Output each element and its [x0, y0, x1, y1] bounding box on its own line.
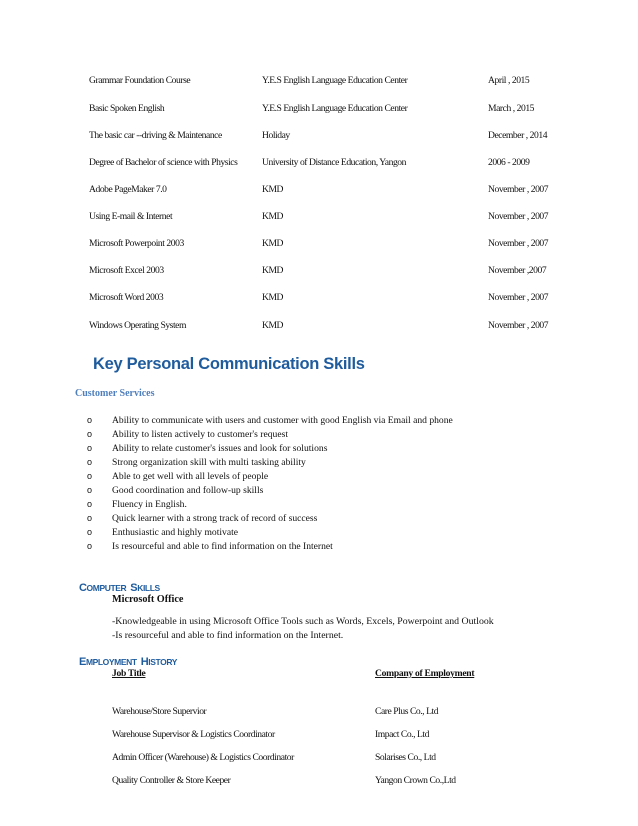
institution-name: Holiday: [262, 130, 290, 141]
company-name: Yangon Crown Co.,Ltd: [375, 775, 456, 786]
list-item: [0, 415, 638, 429]
computer-skills-heading: COMPUTER SKILLS: [79, 582, 160, 594]
institution-name: KMD: [262, 292, 284, 303]
communication-skills-heading: Key Personal Communication Skills: [93, 355, 365, 373]
list-item-text: Quick learner with a strong track of record of success: [112, 513, 318, 524]
course-date: November ,2007: [488, 265, 547, 276]
course-name: Grammar Foundation Course: [89, 75, 191, 86]
job-title-column-header: Job Title: [112, 668, 146, 679]
course-name: Microsoft Powerpoint 2003: [89, 238, 184, 249]
list-item: [0, 443, 638, 457]
list-item-text: Able to get well with all levels of people: [112, 471, 269, 482]
list-item-text: Good coordination and follow-up skills: [112, 485, 264, 496]
list-item-text: Ability to communicate with users and customer with good English via Email and phone: [112, 415, 453, 426]
institution-name: KMD: [262, 238, 284, 249]
list-item: [0, 499, 638, 513]
training-row: [0, 265, 638, 281]
institution-name: KMD: [262, 184, 284, 195]
bullet-marker: o: [87, 485, 93, 495]
company-name: Impact Co., Ltd: [375, 729, 429, 740]
bullet-marker: o: [87, 443, 93, 453]
bullet-marker: o: [87, 499, 93, 509]
bullet-marker: o: [87, 541, 93, 551]
list-item-text: Is resourceful and able to find information on the Internet: [112, 541, 333, 552]
course-date: November , 2007: [488, 320, 549, 331]
list-item: [0, 513, 638, 527]
table-row: [0, 706, 638, 722]
course-date: 2006 - 2009: [488, 157, 530, 168]
job-title: Warehouse/Store Supervior: [112, 706, 207, 717]
table-row: [0, 729, 638, 745]
course-name: Using E-mail & Internet: [89, 211, 173, 222]
institution-name: KMD: [262, 320, 284, 331]
job-title: Warehouse Supervisor & Logistics Coordinator: [112, 729, 275, 740]
list-item-text: Fluency in English.: [112, 499, 187, 510]
training-row: [0, 157, 638, 173]
customer-services-subheading: Customer Services: [75, 388, 155, 399]
training-row: [0, 211, 638, 227]
bullet-marker: o: [87, 429, 93, 439]
table-row: [0, 775, 638, 791]
institution-name: KMD: [262, 211, 284, 222]
course-name: Microsoft Excel 2003: [89, 265, 164, 276]
institution-name: Y.E.S English Language Education Center: [262, 103, 408, 114]
company-column-header: Company of Employment: [375, 668, 475, 679]
course-date: December , 2014: [488, 130, 548, 141]
training-row: [0, 130, 638, 146]
list-item-text: Enthusiastic and highly motivate: [112, 527, 239, 538]
list-item: [0, 485, 638, 499]
bullet-marker: o: [87, 513, 93, 523]
course-date: March , 2015: [488, 103, 535, 114]
job-title: Admin Officer (Warehouse) & Logistics Coordinator: [112, 752, 294, 763]
job-title: Quality Controller & Store Keeper: [112, 775, 231, 786]
list-item-text: Ability to listen actively to customer's request: [112, 429, 288, 440]
course-name: Degree of Bachelor of science with Physics: [89, 157, 238, 168]
course-date: April , 2015: [488, 75, 530, 86]
training-row: [0, 292, 638, 308]
list-item-text: Strong organization skill with multi tasking ability: [112, 457, 306, 468]
company-name: Care Plus Co., Ltd: [375, 706, 439, 717]
list-item-text: Ability to relate customer's issues and look for solutions: [112, 443, 328, 454]
table-row: [0, 752, 638, 768]
list-item: [0, 457, 638, 471]
course-date: November , 2007: [488, 211, 549, 222]
course-name: Basic Spoken English: [89, 103, 165, 114]
bullet-marker: o: [87, 457, 93, 467]
institution-name: University of Distance Education, Yangon: [262, 157, 407, 168]
microsoft-office-subheading: Microsoft Office: [112, 594, 184, 605]
training-row: [0, 75, 638, 91]
training-row: [0, 320, 638, 336]
list-item: [0, 429, 638, 443]
course-name: Microsoft Word 2003: [89, 292, 164, 303]
institution-name: Y.E.S English Language Education Center: [262, 75, 408, 86]
company-name: Solarises Co., Ltd: [375, 752, 436, 763]
employment-history-heading: EMPLOYMENT HISTORY: [79, 656, 178, 668]
training-row: [0, 184, 638, 200]
course-name: Adobe PageMaker 7.0: [89, 184, 167, 195]
list-item: [0, 527, 638, 541]
training-row: [0, 238, 638, 254]
computer-skill-line: -Is resourceful and able to find information on the Internet.: [112, 630, 344, 641]
computer-skill-line: -Knowledgeable in using Microsoft Office Tools such as Words, Excels, Powerpoint and Outlook: [112, 616, 494, 627]
list-item: [0, 541, 638, 555]
course-date: November , 2007: [488, 292, 549, 303]
list-item: [0, 471, 638, 485]
bullet-marker: o: [87, 527, 93, 537]
bullet-marker: o: [87, 471, 93, 481]
bullet-marker: o: [87, 415, 93, 425]
institution-name: KMD: [262, 265, 284, 276]
course-name: The basic car --driving & Maintenance: [89, 130, 222, 141]
course-date: November , 2007: [488, 238, 549, 249]
training-row: [0, 103, 638, 119]
course-name: Windows Operating System: [89, 320, 186, 331]
course-date: November , 2007: [488, 184, 549, 195]
